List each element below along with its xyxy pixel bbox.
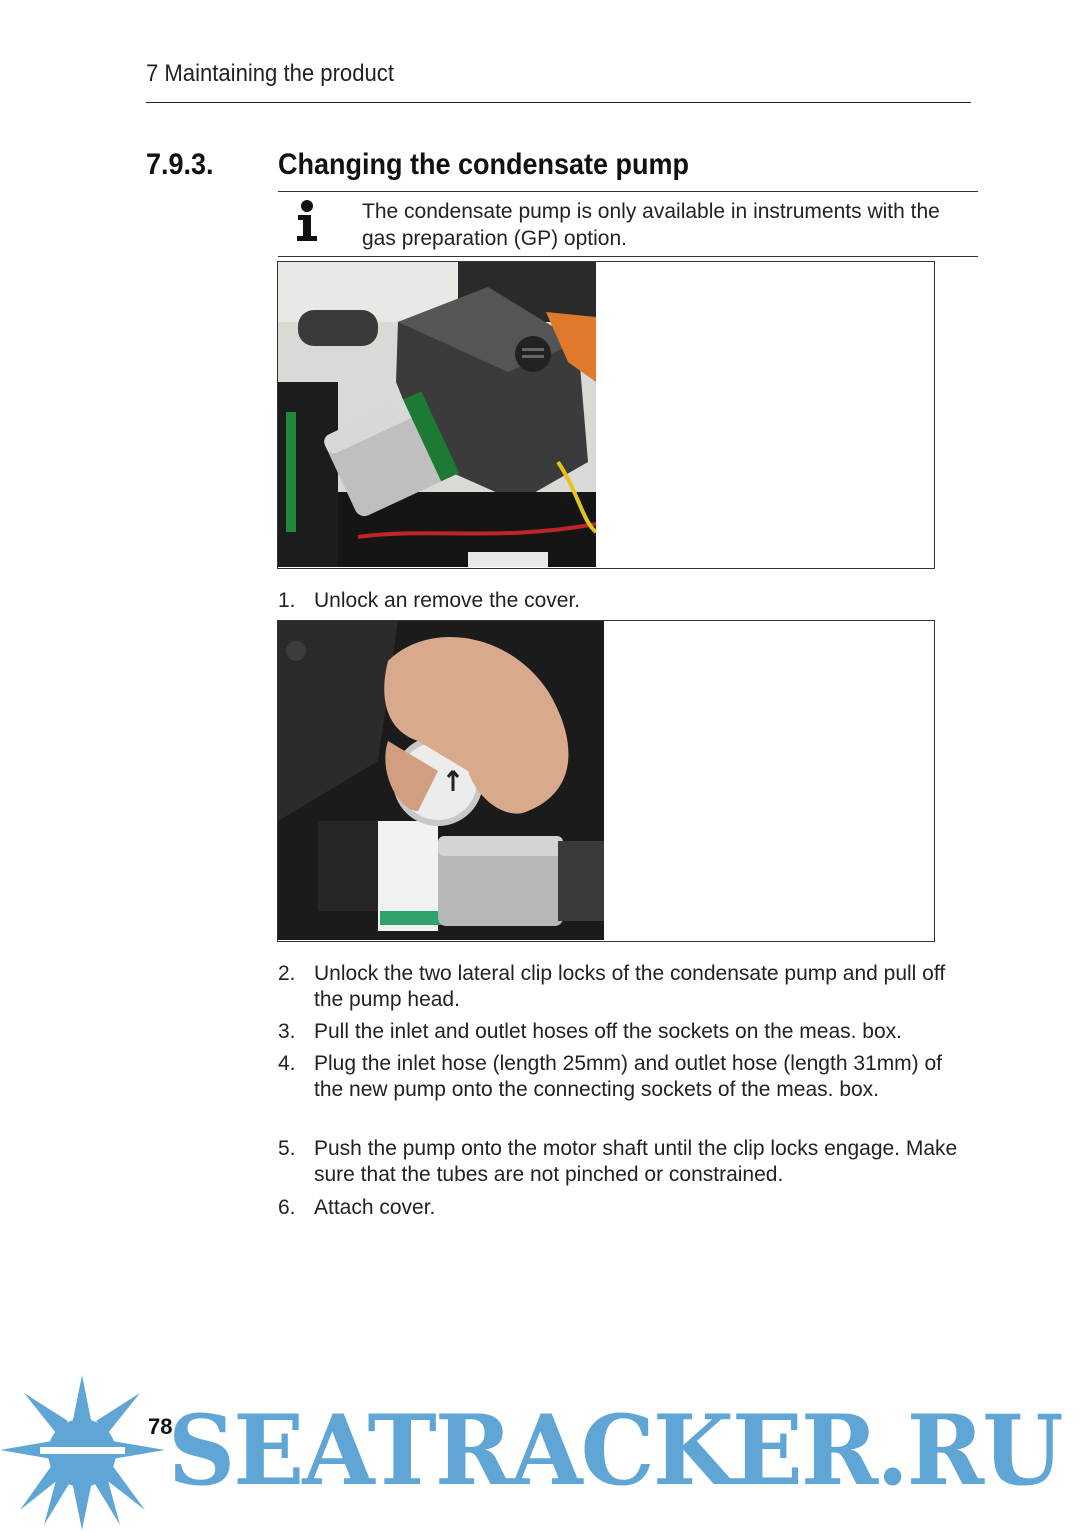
photo-cover-on-pump xyxy=(278,262,596,567)
section-title: Changing the condensate pump xyxy=(278,148,690,181)
step-number: 3. xyxy=(278,1020,296,1043)
step-text: Unlock an remove the cover. xyxy=(314,589,581,612)
note-text: The condensate pump is only available in instruments with the gas preparation (GP) option. xyxy=(362,200,940,250)
figure-2-frame xyxy=(277,620,935,942)
header-rule xyxy=(146,102,971,103)
sun-logo-icon xyxy=(0,1375,165,1530)
step-number: 6. xyxy=(278,1196,296,1219)
info-icon xyxy=(292,199,322,243)
watermark-text: SEATRACKER.RU xyxy=(168,1394,1062,1507)
step-number: 2. xyxy=(278,962,296,985)
section-number: 7.9.3. xyxy=(146,148,214,181)
figure-1-frame xyxy=(277,261,935,569)
step-text: Pull the inlet and outlet hoses off the sockets on the meas. box. xyxy=(314,1020,902,1043)
step-text: Push the pump onto the motor shaft until the clip locks engage. Make sure that the tubes are not pinched or constrained. xyxy=(314,1137,958,1186)
photo-pump-head-removal xyxy=(278,621,604,940)
step-number: 5. xyxy=(278,1137,296,1160)
step-number: 4. xyxy=(278,1052,296,1075)
step-text: Plug the inlet hose (length 25mm) and outlet hose (length 31mm) of the new pump onto the connecting sockets of the meas. box. xyxy=(314,1052,943,1101)
running-header: 7 Maintaining the product xyxy=(146,60,394,87)
step-number: 1. xyxy=(278,589,296,612)
note-rule-bottom xyxy=(278,256,978,257)
step-text: Unlock the two lateral clip locks of the condensate pump and pull off the pump head. xyxy=(314,962,946,1011)
step-text: Attach cover. xyxy=(314,1196,436,1219)
note-rule-top xyxy=(278,191,978,192)
page-number: 78 xyxy=(148,1414,173,1439)
